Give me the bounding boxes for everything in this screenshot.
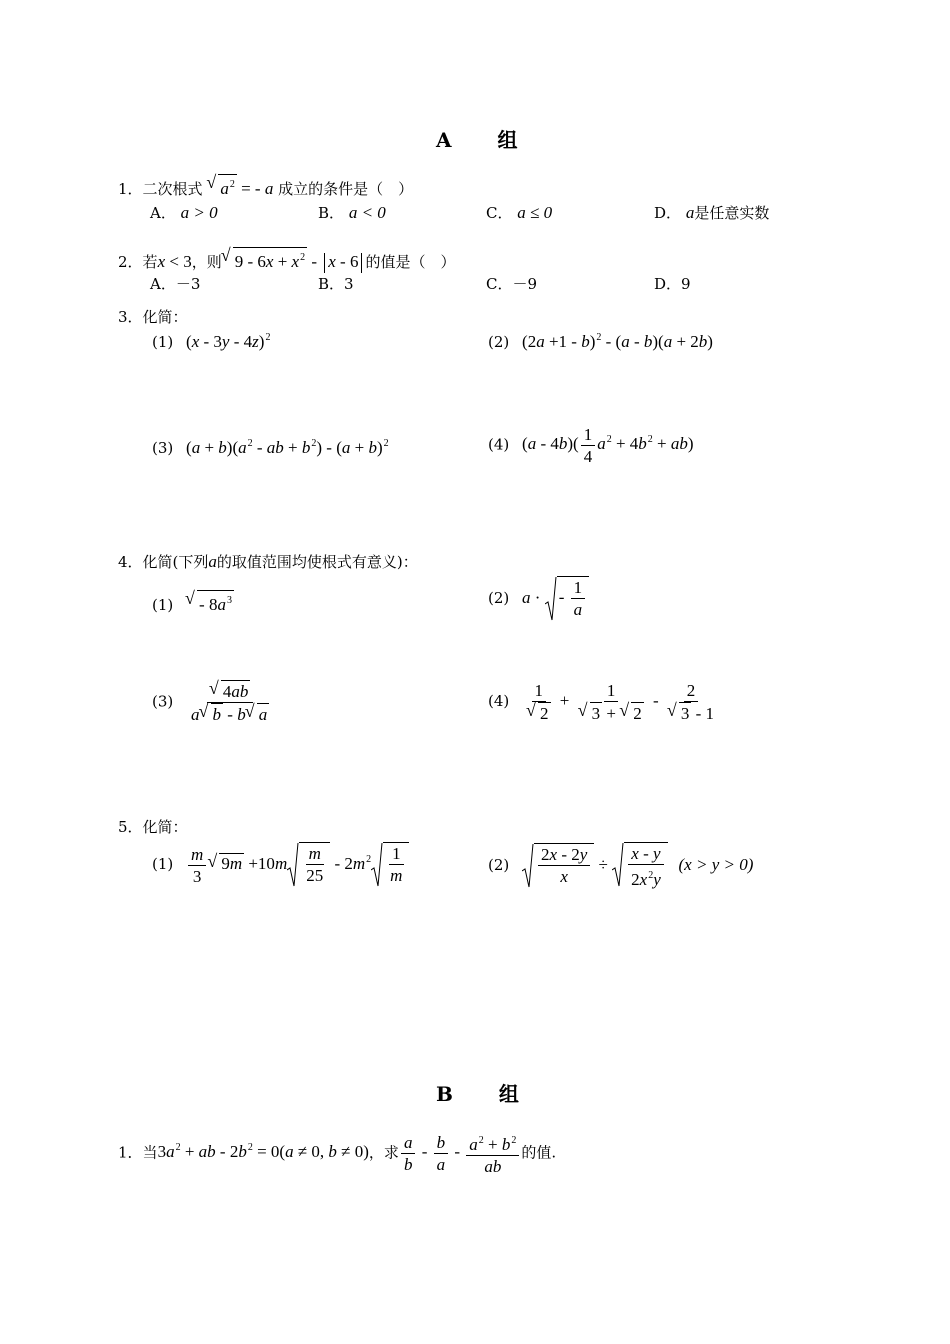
q3-item-3: (3) $(a + b)(a^2$ - ab + $b^2) - (a + b)^2$ — [152, 438, 389, 457]
question-2: 2．若x < 3，则√ $9 - 6x + x^2 - x - 6$ 的值是（ ） — [118, 247, 455, 273]
q4-title: 4．化简(下列a的取值范围均使根式有意义)： — [118, 552, 418, 571]
q1-option-b-value: a < 0 — [348, 203, 386, 222]
q4-item-2: (2) a · - $\frac{1}{a}$ — [488, 576, 589, 622]
q1-number: 1． — [118, 180, 143, 198]
q1-lead: 二次根式 — [142, 180, 203, 198]
q2-option-b: B．3 — [318, 275, 354, 293]
q1-option-c: C． a ≤ 0 — [486, 203, 553, 222]
q3-item-1: (1) (x - 3y - 4z)$^2$ — [152, 332, 271, 351]
section-a-char: 组 — [497, 128, 520, 152]
q2-expression: √ $9 - 6x + x^2 - x - 6$ — [222, 252, 366, 271]
q1-option-a-value: a > 0 — [180, 203, 218, 222]
q3-item-2: (2) $(2a +1 - b)^2 - (a - b)(a + 2b)$ — [488, 332, 713, 351]
q2-option-d: D．9 — [654, 275, 691, 293]
q3-title: 3．化简： — [118, 308, 188, 326]
q1-option-c-value: a ≤ 0 — [517, 203, 553, 222]
q4-item-1: (1) √ - $8a^3$ — [152, 590, 234, 615]
q5-title: 5．化简： — [118, 818, 188, 836]
q1-option-d: D． a是任意实数 — [654, 203, 770, 222]
q2-option-a: A．－3 — [150, 275, 201, 293]
section-b-letter: B — [436, 1082, 455, 1106]
q2-option-c: C．－9 — [486, 275, 538, 293]
q5-item-2: (2) $\frac{2x - 2y}{x}$ ÷ $\frac{x - y}{2x^2y}$ (x > y > 0) — [488, 844, 754, 889]
q4-item-4: (4) 1 √ 2 + 1 √ 3 + √ 2 - 2 √ 3 - 1 — [488, 680, 719, 724]
q5-condition: (x > y > 0) — [678, 854, 754, 874]
q5-item-1: (1) $\frac{m}{3}$ √ 9m +10m $\frac{m}{25}$ - $2m^2$ $\frac{1}{m}$ — [152, 842, 409, 888]
q1-option-b: B． a < 0 — [318, 203, 386, 222]
q1-option-d-value: 是任意实数 — [694, 204, 770, 222]
section-b-heading — [436, 1078, 521, 1107]
section-a-heading — [436, 124, 520, 153]
q1-option-a: A． a > 0 — [150, 203, 218, 222]
section-a-letter: A — [436, 128, 454, 152]
b-question-1: 1．当$3a^2$ + ab - $2b^2 = 0(a \ne 0$, b ≠ 0)，求 $\frac{a}{b}$ - $\frac{b}{a}$ - $\frac{a^2 + b^2}{ab}$ 的值. — [118, 1130, 556, 1177]
q1-expression: √ $a^2$ = - a — [207, 179, 273, 198]
q4-item-3: (3) √ $\frac{4ab}{a√ b - b√ a}$ — [152, 680, 274, 725]
q3-item-4: (4) (a - 4b)( $\frac{1}{4}$ $a^2 + 4b^2 + ab$) — [488, 425, 694, 466]
q1-condition: 成立的条件是（ ） — [278, 180, 414, 198]
section-b-char: 组 — [498, 1082, 521, 1106]
question-1 — [118, 174, 413, 199]
